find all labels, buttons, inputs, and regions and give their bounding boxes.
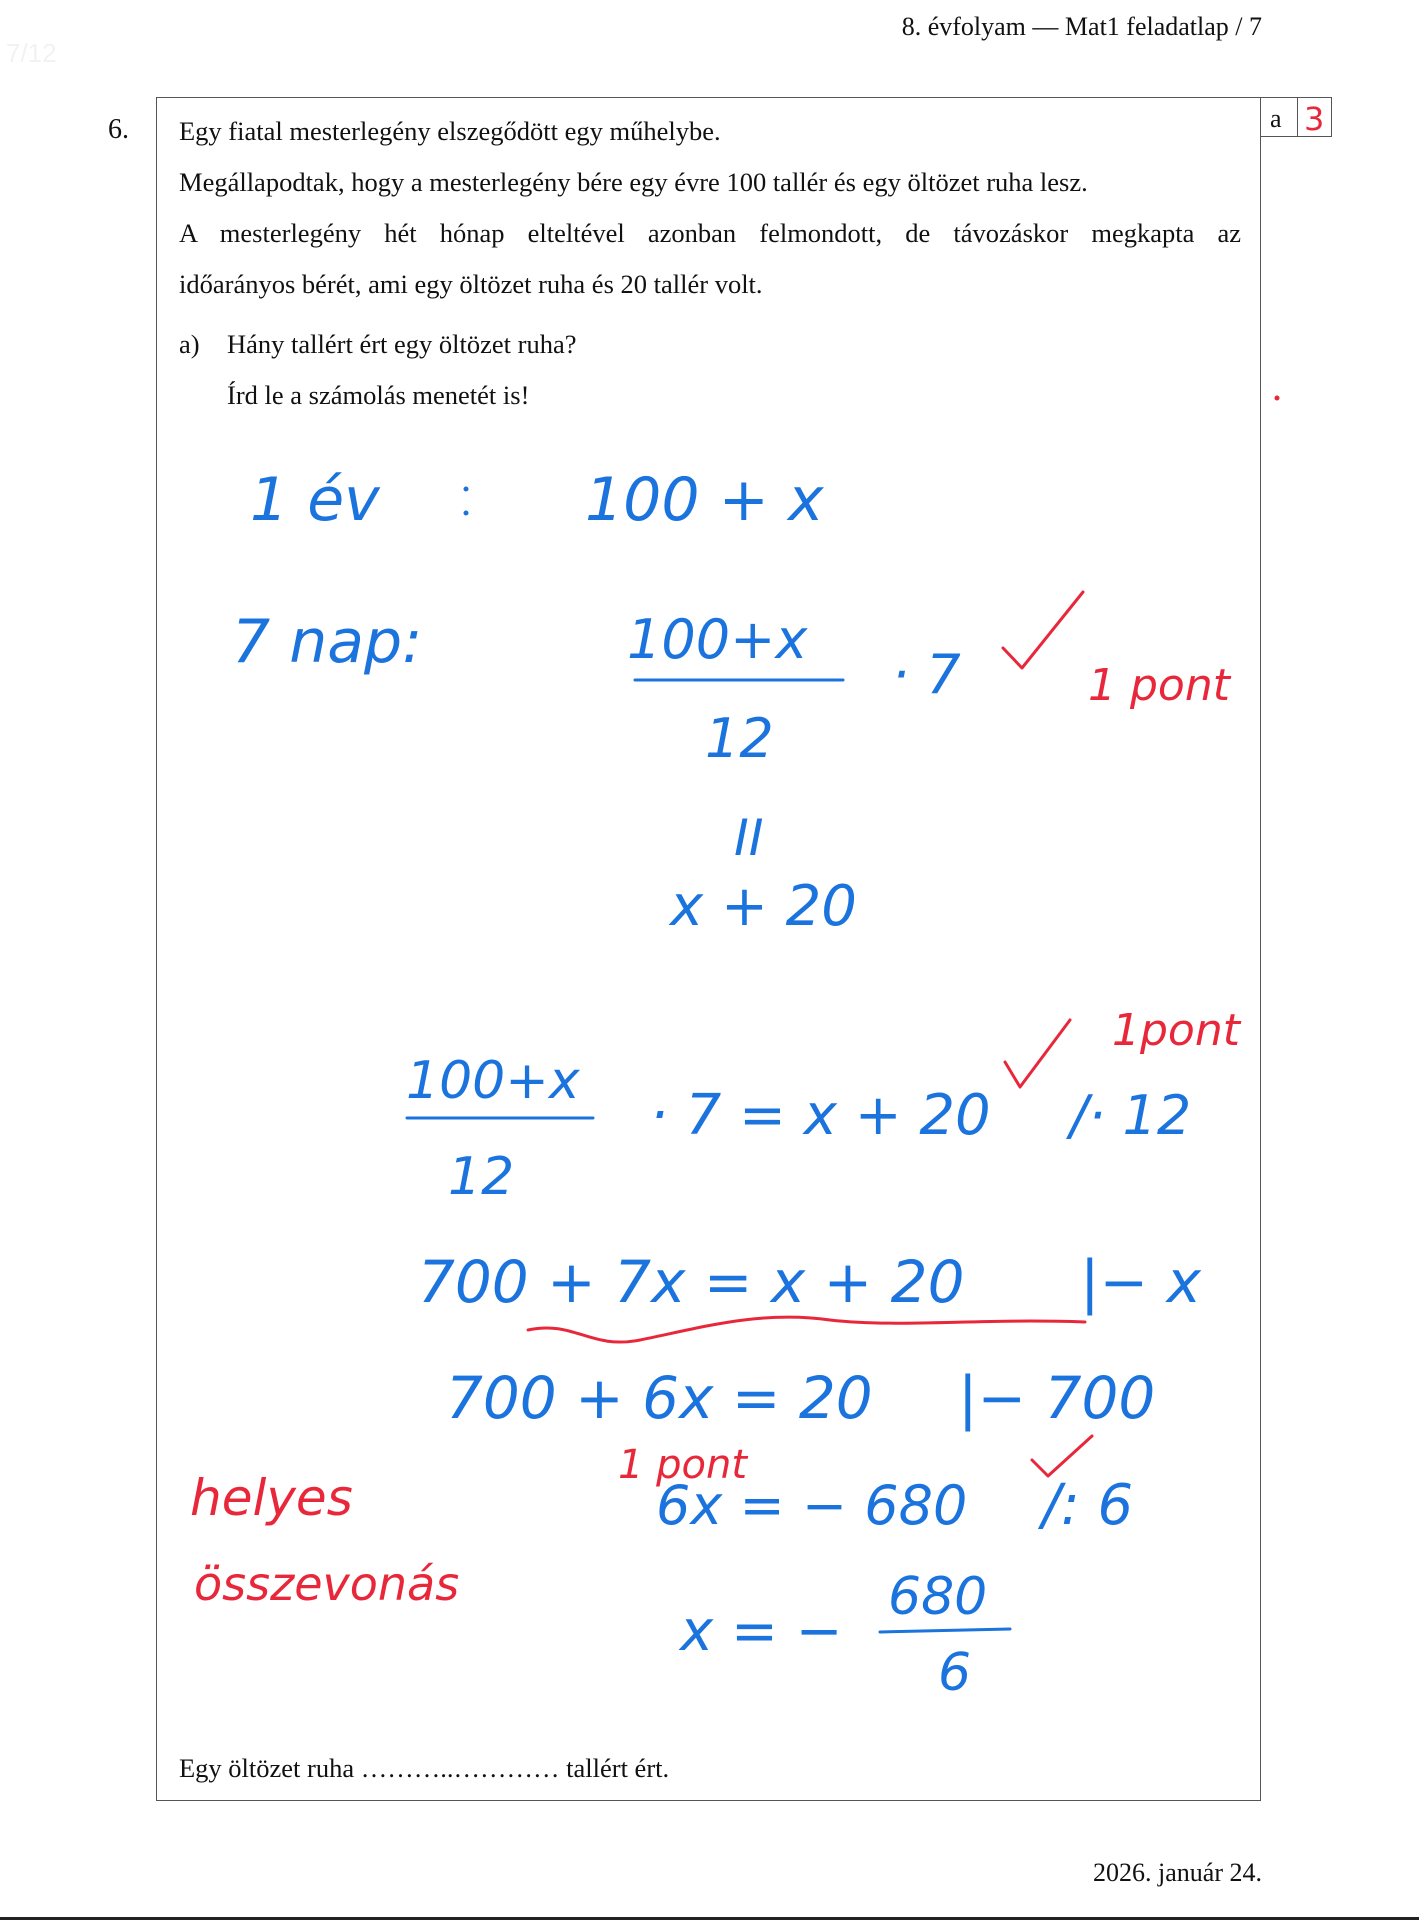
check-mark-2 xyxy=(1005,1020,1070,1087)
question-instruction: Írd le a számolás menetét is! xyxy=(227,380,530,410)
page-watermark: 7/12 xyxy=(6,38,57,68)
grade-note-line-1: helyes xyxy=(190,1469,353,1527)
hw-eq1-num: 100+x xyxy=(406,1051,580,1111)
red-dot-mark xyxy=(1275,396,1280,401)
hw-eq5-den: 6 xyxy=(938,1643,972,1703)
hw-seven-label: 7 nap: xyxy=(232,607,423,677)
hw-eq2: 700 + 7x = x + 20 xyxy=(418,1248,965,1316)
hw-one-year-label: 1 év xyxy=(250,465,380,535)
hw-rhs1: x + 20 xyxy=(670,874,857,939)
score-part-label: a xyxy=(1270,104,1282,133)
hw-eq4: 6x = − 680 xyxy=(656,1474,968,1537)
underline-wave xyxy=(528,1317,1085,1342)
intro-line-4: időarányos bérét, ami egy öltözet ruha és 20 tallér volt. xyxy=(179,269,763,299)
hw-eq1-op: /· 12 xyxy=(1070,1084,1192,1147)
hw-frac1-den: 12 xyxy=(705,707,774,770)
hw-eq4-op: /: 6 xyxy=(1042,1473,1134,1538)
hw-frac1-times7: · 7 xyxy=(892,643,961,706)
intro-line-3: A mesterlegény hét hónap elteltével azonban felmondott, de távozáskor megkapta az xyxy=(179,218,1241,248)
hw-frac1-num: 100+x xyxy=(627,608,808,671)
hw-colon-dot-top xyxy=(464,487,469,492)
check-mark-1 xyxy=(1003,592,1083,668)
hw-eq5-lhs: x = − xyxy=(680,1599,843,1664)
grade-point-1: 1 pont xyxy=(1088,660,1230,711)
check-mark-3 xyxy=(1032,1436,1092,1476)
hw-eq3: 700 + 6x = 20 xyxy=(446,1364,873,1432)
task-number: 6. xyxy=(108,114,129,145)
grade-note-line-2: összevonás xyxy=(194,1557,460,1611)
hw-eq5-num: 680 xyxy=(888,1567,988,1627)
hw-eq1-rest: · 7 = x + 20 xyxy=(650,1083,991,1148)
question-label: a) xyxy=(179,329,200,359)
hw-eq1-den: 12 xyxy=(448,1147,515,1207)
hw-one-year-expr: 100 + x xyxy=(585,465,824,535)
question-text: Hány tallért ért egy öltözet ruha? xyxy=(227,329,577,359)
hw-eq2-op: |− x xyxy=(1080,1248,1201,1316)
intro-line-2: Megállapodtak, hogy a mesterlegény bére egy évre 100 tallér és egy öltözet ruha lesz. xyxy=(179,167,1088,197)
hw-eq5-bar xyxy=(880,1629,1010,1632)
hw-equals-vertical: II xyxy=(734,809,764,867)
hw-colon-dot-bottom xyxy=(464,511,469,516)
hw-eq3-op: |− 700 xyxy=(958,1364,1156,1432)
answer-line: Egy öltözet ruha ………..………… tallért ért. xyxy=(179,1753,670,1783)
footer-date: 2026. január 24. xyxy=(1093,1858,1262,1887)
grade-point-3: 1 pont xyxy=(618,1442,748,1488)
score-value: 3 xyxy=(1304,100,1325,138)
grade-point-2: 1pont xyxy=(1112,1005,1240,1056)
page-header-title: 8. évfolyam — Mat1 feladatlap / 7 xyxy=(901,12,1262,41)
intro-line-1: Egy fiatal mesterlegény elszegődött egy műhelybe. xyxy=(179,116,721,146)
